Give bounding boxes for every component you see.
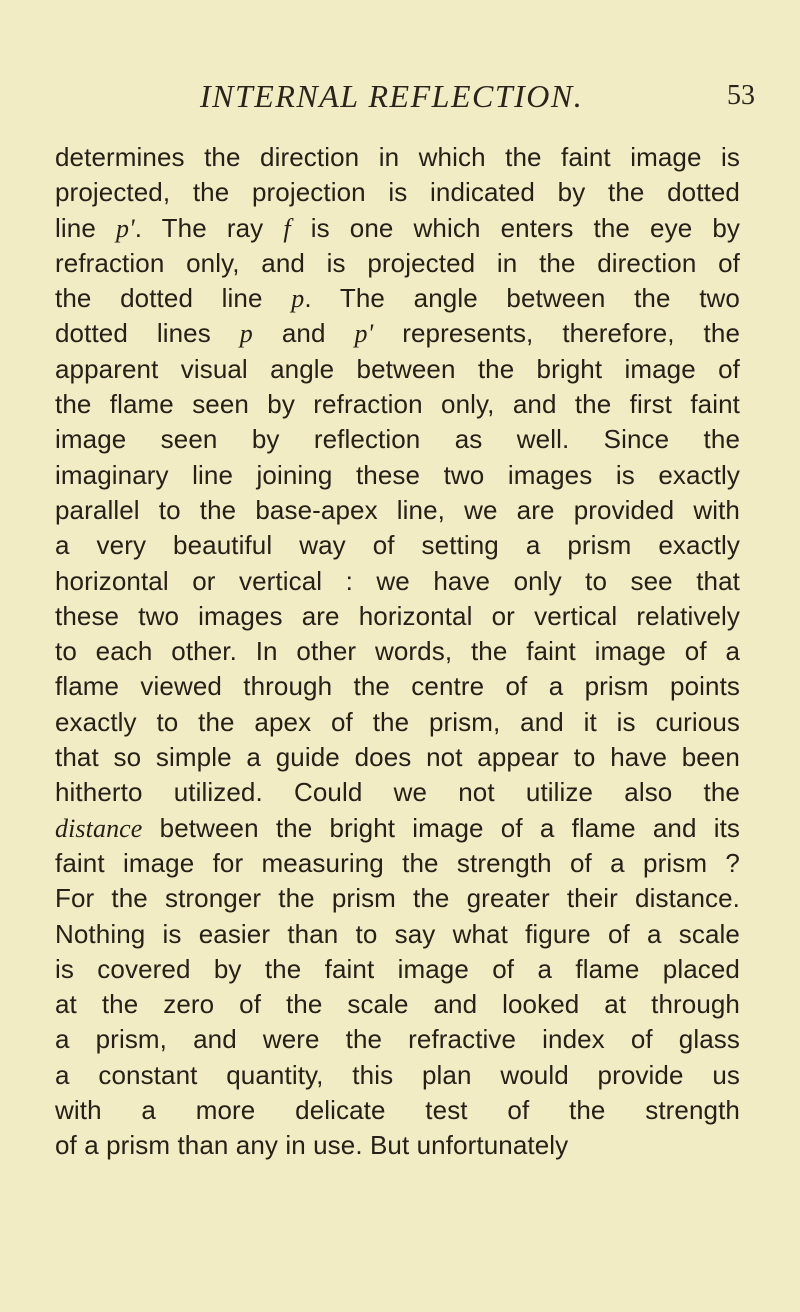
text-segment: the dotted line (55, 283, 292, 314)
text-segment: . The angle between the two (304, 283, 740, 314)
text-segment: line (55, 212, 116, 243)
text-segment: is covered by the faint image of a flame placed (55, 953, 740, 984)
text-segment: hitherto utilized. Could we not utilize also the (55, 777, 740, 808)
text-segment: and (252, 318, 355, 349)
text-line (55, 599, 740, 634)
text-line (55, 987, 740, 1022)
text-segment: dotted lines (55, 318, 240, 349)
text-segment: apparent visual angle between the bright image of (55, 353, 740, 384)
body-text (55, 140, 740, 1164)
text-line (55, 846, 740, 881)
text-segment: exactly to the apex of the prism, and it is curious (55, 706, 740, 737)
text-segment: that so simple a guide does not appear to have been (55, 742, 740, 773)
text-segment: horizontal or vertical : we have only to see that (55, 565, 740, 596)
text-line (55, 528, 740, 563)
text-segment: a constant quantity, this plan would provide us (55, 1059, 740, 1090)
running-title: INTERNAL REFLECTION. (200, 78, 584, 114)
text-segment: these two images are horizontal or vertical relatively (55, 600, 740, 631)
text-segment: Nothing is easier than to say what figure of a scale (55, 918, 740, 949)
text-line (55, 211, 740, 246)
text-line (55, 1058, 740, 1093)
text-line (55, 952, 740, 987)
text-segment: with a more delicate test of the strength (55, 1095, 740, 1126)
text-line (55, 705, 740, 740)
text-segment: parallel to the base-apex line, we are provided with (55, 494, 740, 525)
text-segment: image seen by reflection as well. Since the (55, 424, 740, 455)
text-line (55, 634, 740, 669)
text-line (55, 1128, 740, 1163)
text-line (55, 140, 740, 175)
text-segment: a prism, and were the refractive index of glass (55, 1024, 740, 1055)
text-segment: refraction only, and is projected in the direction of (55, 247, 740, 278)
text-line (55, 1093, 740, 1128)
text-line (55, 775, 740, 810)
text-segment: to each other. In other words, the faint image of a (55, 636, 740, 667)
italic-text: p' (354, 319, 374, 349)
text-line (55, 352, 740, 387)
text-line (55, 917, 740, 952)
text-segment: represents, therefore, the (373, 318, 741, 349)
text-segment: determines the direction in which the faint image is (55, 142, 740, 172)
text-line (55, 387, 740, 422)
italic-text: p (239, 319, 253, 349)
text-line (55, 1022, 740, 1057)
text-line (55, 881, 740, 916)
text-line (55, 175, 740, 210)
text-segment: flame viewed through the centre of a prism points (55, 671, 740, 702)
italic-text: p' (115, 213, 135, 243)
text-segment: of a prism than any in use. But unfortunately (55, 1130, 569, 1161)
text-segment: at the zero of the scale and looked at through (55, 989, 740, 1020)
text-segment: imaginary line joining these two images is exactly (55, 459, 740, 490)
text-line (55, 246, 740, 281)
text-line (55, 564, 740, 599)
text-segment: the flame seen by refraction only, and the first faint (55, 389, 740, 420)
text-segment: is one which enters the eye by (290, 212, 740, 243)
text-line (55, 669, 740, 704)
italic-text: p (291, 284, 305, 314)
text-line (55, 811, 740, 846)
text-segment: between the bright image of a flame and its (142, 812, 740, 843)
text-line (55, 740, 740, 775)
text-segment: projected, the projection is indicated by the dotted (55, 177, 740, 208)
italic-text: f (283, 213, 291, 243)
page-number: 53 (727, 80, 755, 111)
text-segment: For the stronger the prism the greater their distance. (55, 883, 740, 914)
text-segment: a very beautiful way of setting a prism exactly (55, 530, 740, 561)
text-segment: . The ray (134, 212, 284, 243)
text-line (55, 281, 740, 316)
text-line (55, 458, 740, 493)
text-segment: faint image for measuring the strength of a prism ? (55, 847, 740, 878)
text-line (55, 316, 740, 351)
italic-text: distance (55, 813, 143, 843)
text-line (55, 422, 740, 457)
text-line (55, 493, 740, 528)
